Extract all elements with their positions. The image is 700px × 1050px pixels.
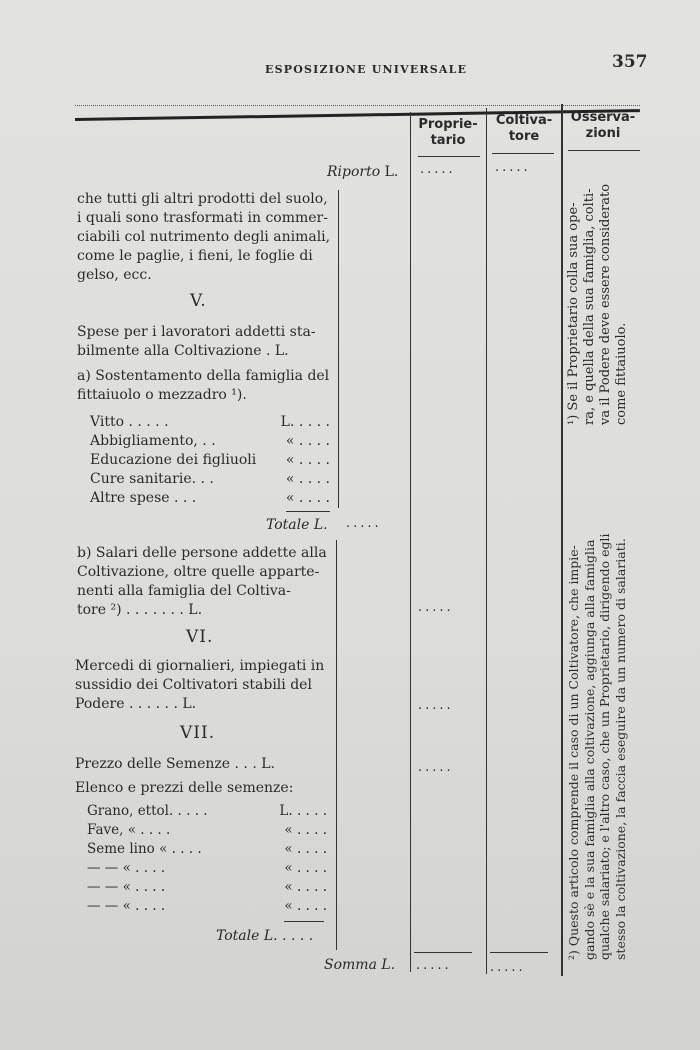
section-vii-prezzo: Prezzo delle Semenze . . . L.	[75, 756, 275, 772]
section-vi-dots: .....	[418, 698, 454, 713]
list-item: Seme lino « . . . . « . . . .	[87, 841, 327, 857]
section-v-totale: Totale L.	[266, 517, 328, 533]
page-number: 357	[612, 52, 648, 72]
column-divider-2	[486, 108, 487, 974]
section-v-items	[90, 413, 330, 508]
column-header-proprietario: Proprie- tario	[418, 117, 478, 148]
somma-rule-1	[414, 952, 472, 953]
column-header-coltivatore: Coltiva- tore	[495, 113, 553, 144]
list-item: Grano, ettol. . . . . L. . . . .	[87, 803, 327, 819]
riporto-dots-proprietario: .....	[420, 162, 456, 177]
list-item: Fave, « . . . . « . . . .	[87, 822, 327, 838]
section-vii-totale: Totale L. . . . .	[216, 928, 314, 944]
list-item: — — « . . . . « . . . .	[87, 879, 327, 895]
subtotal-divider	[338, 190, 339, 508]
col1-header-underline	[418, 156, 480, 157]
section-vii-heading: VII.	[180, 723, 216, 743]
list-item: Abbigliamento, . . « . . . .	[90, 433, 330, 449]
section-vii-items	[87, 802, 327, 916]
section-v-title: Spese per i lavoratori addetti sta- bilmente alla Coltivazione . L.	[77, 324, 316, 359]
section-v-a: a) Sostentamento della famiglia del fittaiuolo o mezzadro ¹).	[77, 368, 330, 403]
riporto-dots-coltivatore: .....	[495, 160, 531, 175]
list-item: — — « . . . . « . . . .	[87, 860, 327, 876]
section-vii-prezzo-dots: .....	[418, 760, 454, 775]
column-header-osservazioni: Osserva- zioni	[570, 110, 636, 141]
section-vii-elenco: Elenco e prezzi delle semenze:	[75, 780, 294, 796]
column-divider-1	[410, 112, 411, 972]
list-item: Vitto . . . . . L. . . . .	[90, 414, 330, 430]
list-item: Altre spese . . . « . . . .	[90, 490, 330, 506]
column-divider-3	[561, 104, 563, 976]
totale-rule	[286, 511, 330, 512]
list-item: — — « . . . . « . . . .	[87, 898, 327, 914]
intro-paragraph: che tutti gli altri prodotti del suolo, i quali sono trasformati in commer- ciabili col nutrimento degli animali, come le paglie, i fieni, le foglie di gelso, ecc.	[77, 191, 331, 283]
header-dotted-rule	[75, 105, 640, 107]
running-header: ESPOSIZIONE UNIVERSALE	[265, 63, 468, 76]
footnote-2: ²) Questo articolo comprende il caso di un Coltivatore, che impie- gando sè e la sua famiglia alla coltivazione, aggiunga alla famiglia qualche salariato; e l'altro caso, che un Proprietario, dirigendo egli stesso la coltivazione, la faccia eseguire da un numero di salariati.	[566, 533, 628, 960]
section-v-b: b) Salari delle persone addette alla Coltivazione, oltre quelle apparte- nenti alla famiglia del Coltiva- tore ²) . . . . . . . L.	[77, 545, 327, 618]
section-vi-heading: VI.	[186, 627, 214, 647]
section-vi-text: Mercedi di giornalieri, impiegati in sussidio dei Coltivatori stabili del Podere . . . . . . L.	[75, 658, 325, 712]
somma-dots-coltivatore: .....	[490, 960, 526, 975]
riporto-row: Riporto L.	[327, 164, 399, 180]
somma-rule-2	[490, 952, 548, 953]
list-item: Educazione dei figliuoli « . . . .	[90, 452, 330, 468]
somma-label: Somma L.	[324, 957, 396, 973]
totale-vii-rule	[284, 921, 324, 922]
col2-header-underline	[492, 153, 554, 154]
section-v-totale-dots: .....	[346, 516, 382, 531]
subtotal-divider-lower	[336, 540, 337, 950]
list-item: Cure sanitarie. . . « . . . .	[90, 471, 330, 487]
section-v-heading: V.	[190, 291, 207, 311]
footnote-1: ¹) Se il Proprietario colla sua ope- ra, e quella della sua famiglia, colti- va il Podere deve essere considerato come fittaiuolo.	[566, 183, 629, 425]
somma-dots-proprietario: .....	[416, 958, 452, 973]
col3-header-underline	[568, 150, 640, 151]
section-v-b-dots: .....	[418, 600, 454, 615]
